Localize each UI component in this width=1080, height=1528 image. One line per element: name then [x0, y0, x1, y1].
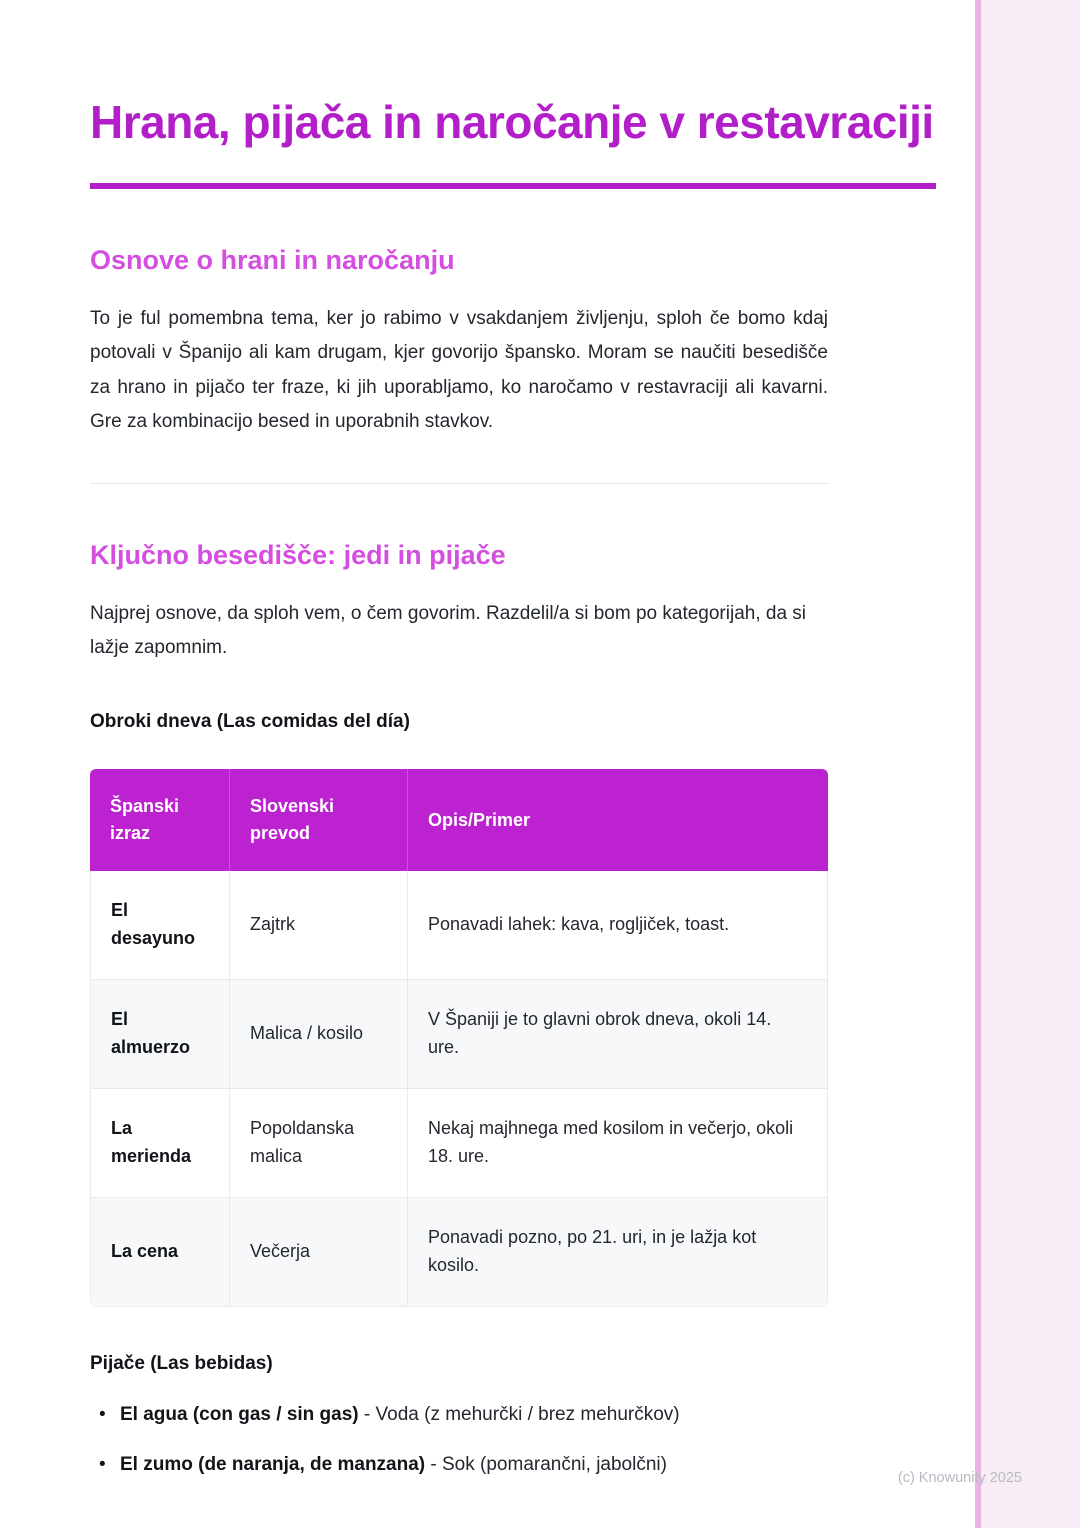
- title-rule: [90, 183, 936, 189]
- cell-slovene: Popoldanska malica: [230, 1089, 408, 1198]
- cell-desc: V Španiji je to glavni obrok dneva, okoli 14. ure.: [408, 980, 828, 1089]
- list-item: [90, 1451, 828, 1480]
- table-row: [90, 980, 828, 1089]
- cell-spanish: La merienda: [90, 1089, 230, 1198]
- table-header-slovene: Slovenski prevod: [230, 769, 408, 871]
- section-heading-besedisce: Ključno besedišče: jedi in pijače: [90, 540, 506, 571]
- meals-table: [90, 769, 828, 1306]
- cell-spanish: El desayuno: [90, 871, 230, 980]
- cell-slovene: Večerja: [230, 1198, 408, 1307]
- item-term: El zumo (de naranja, de manzana): [120, 1454, 426, 1476]
- list-item: [90, 1401, 828, 1430]
- content-area: [90, 0, 936, 1480]
- cell-spanish: La cena: [90, 1198, 230, 1307]
- item-text: - Sok (pomarančni, jabolčni): [425, 1454, 667, 1476]
- item-term: El agua (con gas / sin gas): [120, 1403, 359, 1425]
- item-text: - Voda (z mehurčki / brez mehurčkov): [358, 1403, 680, 1425]
- cell-desc: Ponavadi lahek: kava, rogljiček, toast.: [408, 871, 828, 980]
- footer-credit: (c) Knowunity 2025: [897, 1470, 1022, 1486]
- table-header-desc: Opis/Primer: [408, 769, 828, 871]
- cell-spanish: El almuerzo: [90, 980, 230, 1089]
- drinks-list: [90, 1401, 828, 1480]
- section-heading-osnove: Osnove o hrani in naročanju: [90, 245, 455, 276]
- subheading-drinks: Pijače (Las bebidas): [90, 1352, 273, 1374]
- table-row: [90, 871, 828, 980]
- section-divider: [90, 483, 828, 484]
- cell-desc: Nekaj majhnega med kosilom in večerjo, okoli 18. ure.: [408, 1089, 828, 1198]
- cell-desc: Ponavadi pozno, po 21. uri, in je lažja kot kosilo.: [408, 1198, 828, 1307]
- intro-paragraph: To je ful pomembna tema, ker jo rabimo v vsakdanjem življenju, sploh če bomo kdaj potovali v Španijo ali kam drugam, kjer govorijo špansko. Moram se naučiti besedišče za hrano in pijačo ter fraze, ki jih uporabljamo, ko naročamo v restavraciji ali kavarni. Gre za kombinacijo besed in uporabnih stavkov.: [90, 308, 828, 432]
- cell-slovene: Zajtrk: [230, 871, 408, 980]
- vocab-paragraph: Najprej osnove, da sploh vem, o čem govorim. Razdelil/a si bom po kategorijah, da si lažje zapomnim.: [90, 603, 807, 659]
- table-header-row: [90, 769, 828, 871]
- right-stripe: [975, 0, 1080, 1528]
- table-row: [90, 1089, 828, 1198]
- table-row: [90, 1198, 828, 1307]
- cell-slovene: Malica / kosilo: [230, 980, 408, 1089]
- table-header-spanish: Španski izraz: [90, 769, 230, 871]
- subheading-meals: Obroki dneva (Las comidas del día): [90, 711, 410, 733]
- page-title: Hrana, pijača in naročanje v restavraciji: [90, 96, 934, 148]
